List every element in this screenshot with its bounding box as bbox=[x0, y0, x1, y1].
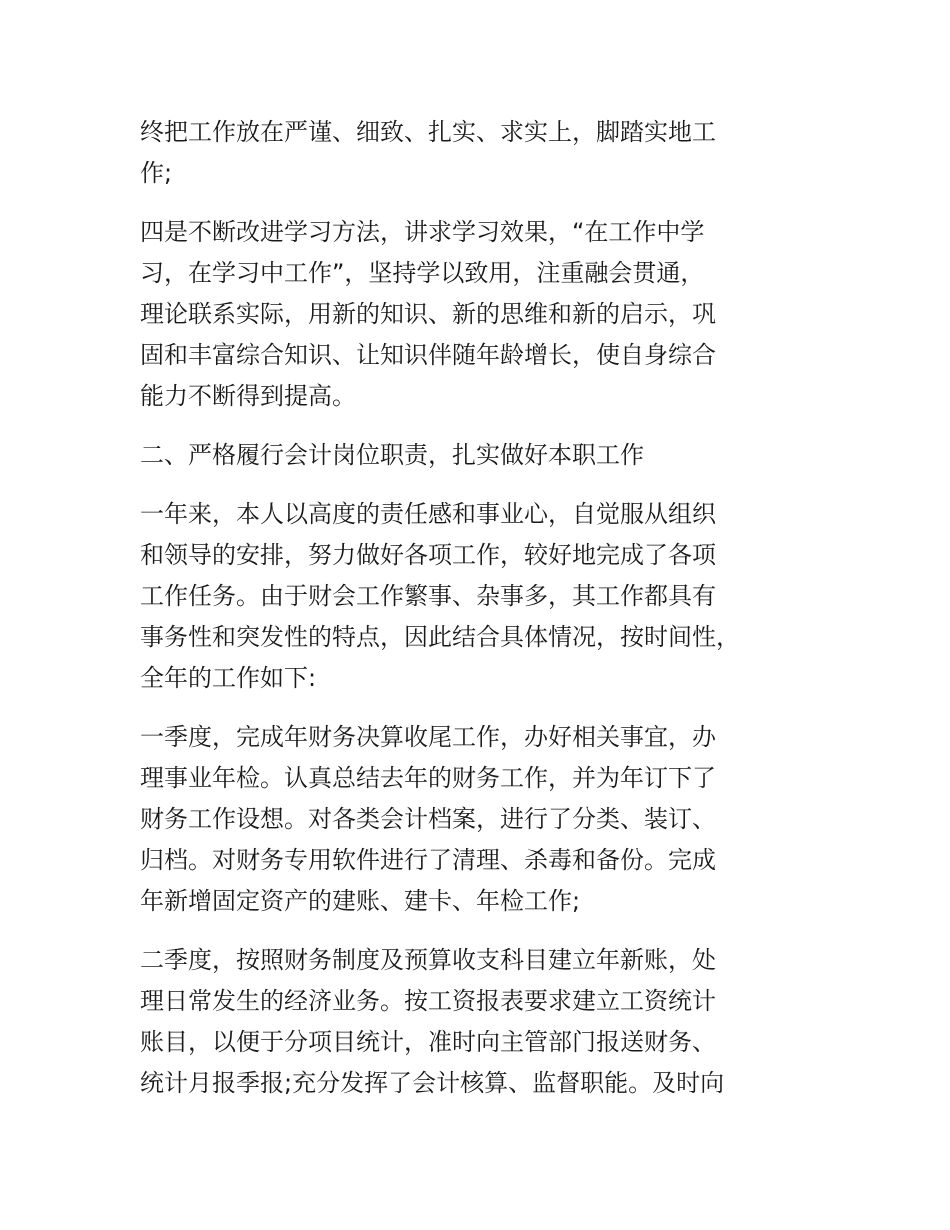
text-line: 财务工作设想。对各类会计档案，进行了分类、装订、 bbox=[140, 805, 716, 833]
text-line: 一年来，本人以高度的责任感和事业心，自觉服从组织 bbox=[140, 500, 716, 528]
text-line: 理事业年检。认真总结去年的财务工作，并为年订下了 bbox=[140, 764, 716, 792]
text-line: 能力不断得到提高。 bbox=[140, 382, 356, 410]
paragraph-4 bbox=[140, 717, 840, 922]
text-line: 归档。对财务专用软件进行了清理、杀毒和备份。完成 bbox=[140, 846, 716, 874]
document-page bbox=[140, 112, 840, 1122]
text-line: 全年的工作如下: bbox=[140, 664, 317, 692]
paragraph-3 bbox=[140, 494, 840, 699]
text-line: 理日常发生的经济业务。按工资报表要求建立工资统计 bbox=[140, 987, 716, 1015]
text-line: 固和丰富综合知识、让知识伴随年龄增长，使自身综合 bbox=[140, 341, 716, 369]
text-line: 终把工作放在严谨、细致、扎实、求实上，脚踏实地工 bbox=[140, 118, 716, 146]
text-line: 账目，以便于分项目统计，准时向主管部门报送财务、 bbox=[140, 1028, 716, 1056]
text-line: 事务性和突发性的特点，因此结合具体情况，按时间性， bbox=[140, 623, 740, 651]
text-line: 作; bbox=[140, 159, 173, 187]
text-line: 统计月报季报;充分发挥了会计核算、监督职能。及时向 bbox=[140, 1069, 725, 1097]
text-line: 习，在学习中工作”，坚持学以致用，注重融会贯通， bbox=[140, 259, 705, 287]
section-heading bbox=[140, 435, 840, 476]
paragraph-5 bbox=[140, 940, 840, 1104]
text-line: 二季度，按照财务制度及预算收支科目建立年新账，处 bbox=[140, 946, 716, 974]
text-line: 四是不断改进学习方法，讲求学习效果，“在工作中学 bbox=[140, 218, 705, 246]
text-line: 理论联系实际，用新的知识、新的思维和新的启示，巩 bbox=[140, 300, 716, 328]
text-line: 和领导的安排，努力做好各项工作，较好地完成了各项 bbox=[140, 541, 716, 569]
text-line: 年新增固定资产的建账、建卡、年检工作; bbox=[140, 887, 581, 915]
paragraph-1 bbox=[140, 112, 840, 194]
text-line: 工作任务。由于财会工作繁事、杂事多，其工作都具有 bbox=[140, 582, 716, 610]
heading-text: 二、严格履行会计岗位职责，扎实做好本职工作 bbox=[140, 441, 644, 469]
paragraph-2 bbox=[140, 212, 840, 417]
text-line: 一季度，完成年财务决算收尾工作，办好相关事宜，办 bbox=[140, 723, 716, 751]
